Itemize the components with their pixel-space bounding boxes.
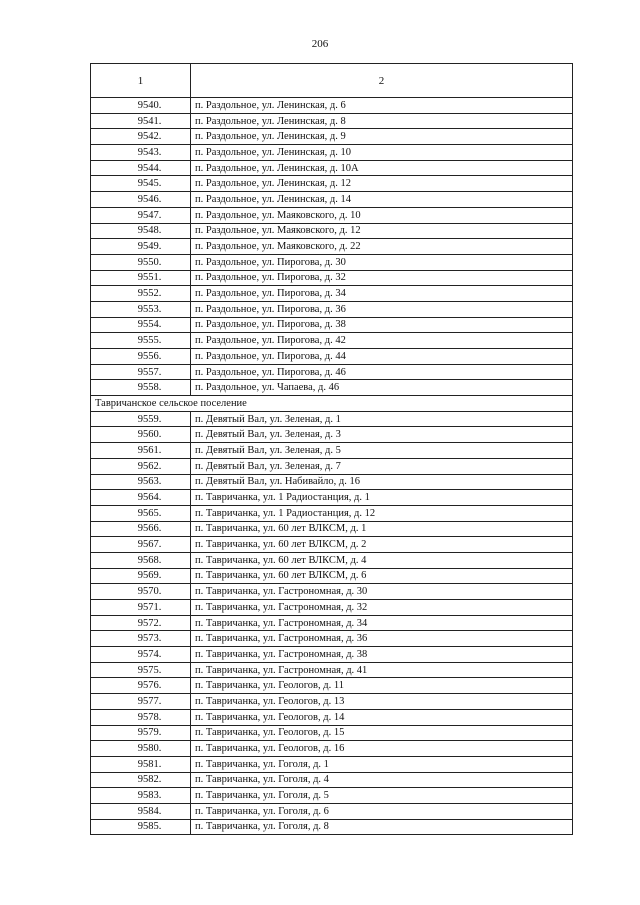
row-number: 9541. [91, 113, 191, 129]
table-row [91, 662, 573, 678]
row-address: п. Раздольное, ул. Ленинская, д. 14 [191, 192, 573, 208]
table-row [91, 725, 573, 741]
table-row [91, 380, 573, 396]
table-header [91, 64, 573, 98]
row-number: 9555. [91, 333, 191, 349]
row-number: 9576. [91, 678, 191, 694]
row-address: п. Тавричанка, ул. Гастрономная, д. 32 [191, 600, 573, 616]
row-address: п. Тавричанка, ул. Гастрономная, д. 34 [191, 615, 573, 631]
table-row [91, 176, 573, 192]
header-row [91, 64, 573, 98]
row-number: 9571. [91, 600, 191, 616]
row-number: 9581. [91, 756, 191, 772]
row-number: 9578. [91, 709, 191, 725]
row-address: п. Раздольное, ул. Ленинская, д. 10А [191, 160, 573, 176]
row-address: п. Девятый Вал, ул. Зеленая, д. 3 [191, 427, 573, 443]
row-number: 9575. [91, 662, 191, 678]
row-number: 9572. [91, 615, 191, 631]
row-address: п. Тавричанка, ул. Гастрономная, д. 30 [191, 584, 573, 600]
row-address: п. Раздольное, ул. Ленинская, д. 8 [191, 113, 573, 129]
row-number: 9579. [91, 725, 191, 741]
column-header-address: 2 [191, 64, 573, 98]
table-row [91, 254, 573, 270]
row-number: 9562. [91, 458, 191, 474]
section-title: Тавричанское сельское поселение [91, 396, 573, 412]
table-row [91, 772, 573, 788]
row-number: 9550. [91, 254, 191, 270]
row-address: п. Раздольное, ул. Пирогова, д. 46 [191, 364, 573, 380]
table-row [91, 647, 573, 663]
row-address: п. Тавричанка, ул. Геологов, д. 13 [191, 694, 573, 710]
row-address: п. Раздольное, ул. Пирогова, д. 34 [191, 286, 573, 302]
row-number: 9565. [91, 505, 191, 521]
table-row [91, 474, 573, 490]
row-address: п. Тавричанка, ул. Геологов, д. 14 [191, 709, 573, 725]
row-number: 9584. [91, 803, 191, 819]
row-address: п. Раздольное, ул. Ленинская, д. 10 [191, 145, 573, 161]
row-number: 9567. [91, 537, 191, 553]
row-number: 9554. [91, 317, 191, 333]
row-number: 9563. [91, 474, 191, 490]
row-number: 9549. [91, 239, 191, 255]
row-address: п. Раздольное, ул. Маяковского, д. 10 [191, 207, 573, 223]
row-address: п. Раздольное, ул. Ленинская, д. 9 [191, 129, 573, 145]
row-address: п. Тавричанка, ул. Гоголя, д. 4 [191, 772, 573, 788]
row-number: 9547. [91, 207, 191, 223]
column-header-number: 1 [91, 64, 191, 98]
row-address: п. Девятый Вал, ул. Набивайло, д. 16 [191, 474, 573, 490]
table-row [91, 458, 573, 474]
table-row [91, 631, 573, 647]
table-row [91, 145, 573, 161]
row-address: п. Девятый Вал, ул. Зеленая, д. 7 [191, 458, 573, 474]
row-number: 9582. [91, 772, 191, 788]
row-address: п. Тавричанка, ул. Геологов, д. 11 [191, 678, 573, 694]
row-number: 9574. [91, 647, 191, 663]
row-address: п. Тавричанка, ул. Гастрономная, д. 41 [191, 662, 573, 678]
row-address: п. Раздольное, ул. Чапаева, д. 46 [191, 380, 573, 396]
row-address: п. Тавричанка, ул. Гастрономная, д. 38 [191, 647, 573, 663]
row-number: 9573. [91, 631, 191, 647]
row-number: 9544. [91, 160, 191, 176]
table-row [91, 443, 573, 459]
row-address: п. Тавричанка, ул. Гоголя, д. 6 [191, 803, 573, 819]
row-address: п. Тавричанка, ул. 1 Радиостанция, д. 1 [191, 490, 573, 506]
row-number: 9543. [91, 145, 191, 161]
page-number: 206 [311, 38, 329, 50]
row-number: 9548. [91, 223, 191, 239]
table-row [91, 741, 573, 757]
table-row [91, 113, 573, 129]
table-row [91, 349, 573, 365]
row-number: 9556. [91, 349, 191, 365]
row-address: п. Тавричанка, ул. Гоголя, д. 5 [191, 788, 573, 804]
row-number: 9558. [91, 380, 191, 396]
row-number: 9577. [91, 694, 191, 710]
row-address: п. Девятый Вал, ул. Зеленая, д. 5 [191, 443, 573, 459]
row-number: 9585. [91, 819, 191, 835]
row-number: 9542. [91, 129, 191, 145]
row-number: 9560. [91, 427, 191, 443]
table-row [91, 270, 573, 286]
row-address: п. Раздольное, ул. Ленинская, д. 12 [191, 176, 573, 192]
row-number: 9551. [91, 270, 191, 286]
row-address: п. Раздольное, ул. Ленинская, д. 6 [191, 98, 573, 114]
table-row [91, 678, 573, 694]
row-number: 9553. [91, 301, 191, 317]
row-address: п. Тавричанка, ул. Гоголя, д. 8 [191, 819, 573, 835]
row-number: 9564. [91, 490, 191, 506]
row-number: 9552. [91, 286, 191, 302]
table-row [91, 411, 573, 427]
row-number: 9545. [91, 176, 191, 192]
row-address: п. Раздольное, ул. Пирогова, д. 38 [191, 317, 573, 333]
table-row [91, 333, 573, 349]
row-address: п. Тавричанка, ул. Гастрономная, д. 36 [191, 631, 573, 647]
row-address: п. Раздольное, ул. Пирогова, д. 30 [191, 254, 573, 270]
table-row [91, 600, 573, 616]
table-row [91, 709, 573, 725]
table-row [91, 427, 573, 443]
table-row [91, 537, 573, 553]
row-address: п. Раздольное, ул. Маяковского, д. 22 [191, 239, 573, 255]
table-row [91, 286, 573, 302]
table-row [91, 803, 573, 819]
table-row [91, 223, 573, 239]
table-row [91, 160, 573, 176]
table-row [91, 364, 573, 380]
row-number: 9570. [91, 584, 191, 600]
row-number: 9569. [91, 568, 191, 584]
row-number: 9540. [91, 98, 191, 114]
row-address: п. Тавричанка, ул. 60 лет ВЛКСМ, д. 2 [191, 537, 573, 553]
table-row [91, 788, 573, 804]
address-table [90, 63, 573, 835]
table-row [91, 819, 573, 835]
row-number: 9557. [91, 364, 191, 380]
table-row [91, 98, 573, 114]
table-row [91, 490, 573, 506]
table-body [91, 98, 573, 835]
table-row [91, 756, 573, 772]
row-address: п. Тавричанка, ул. Геологов, д. 15 [191, 725, 573, 741]
row-number: 9546. [91, 192, 191, 208]
row-address: п. Тавричанка, ул. Геологов, д. 16 [191, 741, 573, 757]
row-number: 9568. [91, 552, 191, 568]
row-address: п. Тавричанка, ул. Гоголя, д. 1 [191, 756, 573, 772]
table-row [91, 694, 573, 710]
table-row [91, 505, 573, 521]
table-row [91, 207, 573, 223]
section-row [91, 396, 573, 412]
row-address: п. Девятый Вал, ул. Зеленая, д. 1 [191, 411, 573, 427]
table-row [91, 317, 573, 333]
row-address: п. Раздольное, ул. Пирогова, д. 42 [191, 333, 573, 349]
table-row [91, 552, 573, 568]
table-row [91, 584, 573, 600]
row-address: п. Тавричанка, ул. 60 лет ВЛКСМ, д. 4 [191, 552, 573, 568]
row-number: 9559. [91, 411, 191, 427]
table-row [91, 239, 573, 255]
row-number: 9561. [91, 443, 191, 459]
table-row [91, 568, 573, 584]
table-row [91, 521, 573, 537]
row-number: 9566. [91, 521, 191, 537]
table-row [91, 301, 573, 317]
row-number: 9583. [91, 788, 191, 804]
table-row [91, 615, 573, 631]
row-number: 9580. [91, 741, 191, 757]
row-address: п. Тавричанка, ул. 1 Радиостанция, д. 12 [191, 505, 573, 521]
table-row [91, 129, 573, 145]
row-address: п. Тавричанка, ул. 60 лет ВЛКСМ, д. 6 [191, 568, 573, 584]
row-address: п. Раздольное, ул. Маяковского, д. 12 [191, 223, 573, 239]
row-address: п. Раздольное, ул. Пирогова, д. 32 [191, 270, 573, 286]
row-address: п. Тавричанка, ул. 60 лет ВЛКСМ, д. 1 [191, 521, 573, 537]
row-address: п. Раздольное, ул. Пирогова, д. 44 [191, 349, 573, 365]
row-address: п. Раздольное, ул. Пирогова, д. 36 [191, 301, 573, 317]
table-row [91, 192, 573, 208]
